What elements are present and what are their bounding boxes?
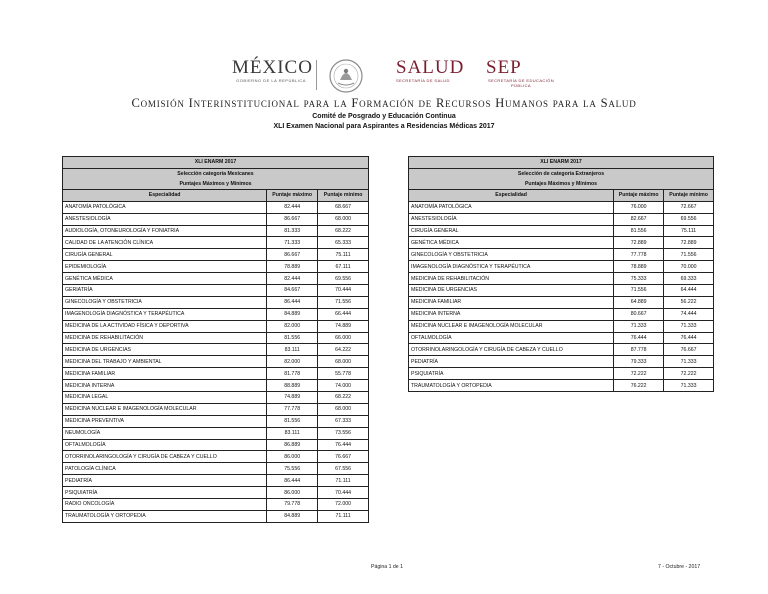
- especialidad-cell: PEDIATRÍA: [63, 475, 267, 487]
- puntaje-max-cell: 76.000: [614, 201, 664, 213]
- table-row: [63, 415, 369, 427]
- puntaje-max-cell: 84.667: [267, 285, 318, 297]
- puntaje-min-cell: 75.111: [318, 249, 369, 261]
- puntaje-max-cell: 78.889: [267, 261, 318, 273]
- puntaje-max-cell: 81.556: [614, 225, 664, 237]
- table-row: [409, 237, 714, 249]
- national-seal-icon: [326, 58, 366, 94]
- puntaje-min-cell: 72.222: [664, 368, 714, 380]
- logo-divider: [316, 60, 317, 90]
- table-title: XLI ENARM 2017: [63, 157, 369, 169]
- puntaje-min-cell: 68.000: [318, 403, 369, 415]
- especialidad-cell: MEDICINA FAMILIAR: [63, 368, 267, 380]
- logo-sep-subtext: SECRETARÍA DE EDUCACIÓN PÚBLICA: [487, 78, 555, 88]
- puntaje-max-cell: 79.333: [614, 356, 664, 368]
- puntaje-max-cell: 86.000: [267, 451, 318, 463]
- logo-mexico-text: MÉXICO: [232, 57, 313, 78]
- especialidad-cell: GINECOLOGÍA Y OBSTETRICIA: [63, 296, 267, 308]
- especialidad-cell: MEDICINA DE LA ACTIVIDAD FÍSICA Y DEPORTIVA: [63, 320, 267, 332]
- puntaje-min-cell: 56.222: [664, 296, 714, 308]
- puntaje-min-cell: 74.889: [318, 320, 369, 332]
- table-row: [409, 308, 714, 320]
- puntaje-max-cell: 84.889: [267, 510, 318, 522]
- table-row: [409, 344, 714, 356]
- especialidad-cell: PSIQUIATRÍA: [63, 487, 267, 499]
- puntaje-min-cell: 76.444: [664, 332, 714, 344]
- especialidad-cell: PATOLOGÍA CLÍNICA: [63, 463, 267, 475]
- table-row: [63, 487, 369, 499]
- puntaje-max-cell: 86.667: [267, 249, 318, 261]
- especialidad-cell: MEDICINA NUCLEAR E IMAGENOLOGÍA MOLECULAR: [409, 320, 614, 332]
- document-subtitle-exam: XLI Examen Nacional para Aspirantes a Residencias Médicas 2017: [273, 123, 495, 130]
- table-row: [63, 439, 369, 451]
- puntaje-min-cell: 68.000: [318, 356, 369, 368]
- especialidad-cell: MEDICINA DEL TRABAJO Y AMBIENTAL: [63, 356, 267, 368]
- table-row: [409, 249, 714, 261]
- table-row: [63, 261, 369, 273]
- table-row: [409, 261, 714, 273]
- puntaje-max-cell: 82.444: [267, 201, 318, 213]
- especialidad-cell: CIRUGÍA GENERAL: [63, 249, 267, 261]
- puntaje-min-cell: 71.111: [318, 475, 369, 487]
- puntaje-max-cell: 76.222: [614, 380, 664, 392]
- puntaje-max-cell: 83.111: [267, 427, 318, 439]
- logo-mexico-subtext: GOBIERNO DE LA REPÚBLICA: [236, 78, 306, 83]
- puntaje-max-cell: 76.444: [614, 332, 664, 344]
- table-row: [63, 296, 369, 308]
- especialidad-cell: TRAUMATOLOGÍA Y ORTOPEDIA: [63, 510, 267, 522]
- puntaje-min-cell: 64.444: [664, 285, 714, 297]
- especialidad-cell: RADIO ONCOLOGÍA: [63, 499, 267, 511]
- table-row: [63, 510, 369, 522]
- puntaje-min-cell: 72.667: [664, 201, 714, 213]
- especialidad-cell: CALIDAD DE LA ATENCIÓN CLÍNICA: [63, 237, 267, 249]
- table-row: [63, 332, 369, 344]
- salud-logo: [396, 58, 466, 83]
- table-row: [409, 380, 714, 392]
- especialidad-cell: GERIATRÍA: [63, 285, 267, 297]
- column-header-especialidad: Especialidad: [63, 189, 267, 201]
- puntaje-min-cell: 67.556: [318, 463, 369, 475]
- puntaje-max-cell: 87.778: [614, 344, 664, 356]
- especialidad-cell: PSIQUIATRÍA: [409, 368, 614, 380]
- especialidad-cell: IMAGENOLOGÍA DIAGNÓSTICA Y TERAPÉUTICA: [63, 308, 267, 320]
- column-header-min: Puntaje mínimo: [318, 189, 369, 201]
- puntaje-min-cell: 74.000: [318, 380, 369, 392]
- puntaje-max-cell: 75.333: [614, 273, 664, 285]
- table-row: [409, 225, 714, 237]
- puntaje-max-cell: 80.667: [614, 308, 664, 320]
- mexicanos-scores-table: [62, 156, 369, 523]
- puntaje-max-cell: 86.000: [267, 487, 318, 499]
- puntaje-min-cell: 70.000: [664, 261, 714, 273]
- especialidad-cell: MEDICINA PREVENTIVA: [63, 415, 267, 427]
- document-title: Comisión Interinstitucional para la Formación de Recursos Humanos para la Salud: [131, 96, 637, 110]
- puntaje-max-cell: 81.333: [267, 225, 318, 237]
- puntaje-min-cell: 68.222: [318, 225, 369, 237]
- puntaje-min-cell: 66.000: [318, 332, 369, 344]
- puntaje-min-cell: 76.444: [318, 439, 369, 451]
- table-title: XLI ENARM 2017: [409, 157, 714, 169]
- especialidad-cell: OFTALMOLOGÍA: [63, 439, 267, 451]
- especialidad-cell: ANATOMÍA PATOLÓGICA: [63, 201, 267, 213]
- puntaje-max-cell: 64.889: [614, 296, 664, 308]
- table-row: [63, 356, 369, 368]
- especialidad-cell: EPIDEMIOLOGÍA: [63, 261, 267, 273]
- table-row: [409, 332, 714, 344]
- table-row: [63, 380, 369, 392]
- puntaje-min-cell: 76.667: [318, 451, 369, 463]
- especialidad-cell: MEDICINA DE REHABILITACIÓN: [409, 273, 614, 285]
- puntaje-max-cell: 72.222: [614, 368, 664, 380]
- table-row: [63, 427, 369, 439]
- especialidad-cell: MEDICINA DE URGENCIAS: [63, 344, 267, 356]
- puntaje-min-cell: 71.556: [664, 249, 714, 261]
- especialidad-cell: MEDICINA NUCLEAR E IMAGENOLOGÍA MOLECULAR: [63, 403, 267, 415]
- column-header-max: Puntaje máximo: [614, 189, 664, 201]
- table-subtitle: Selección de categoría Extranjeros Puntajes Máximos y Mínimos: [409, 168, 714, 189]
- table-row: [63, 249, 369, 261]
- puntaje-min-cell: 69.333: [664, 273, 714, 285]
- puntaje-max-cell: 82.444: [267, 273, 318, 285]
- column-header-especialidad: Especialidad: [409, 189, 614, 201]
- puntaje-min-cell: 75.111: [664, 225, 714, 237]
- table-row: [409, 273, 714, 285]
- table-row: [63, 368, 369, 380]
- especialidad-cell: GINECOLOGÍA Y OBSTETRICIA: [409, 249, 614, 261]
- especialidad-cell: MEDICINA FAMILIAR: [409, 296, 614, 308]
- puntaje-min-cell: 72.889: [664, 237, 714, 249]
- puntaje-max-cell: 71.333: [267, 237, 318, 249]
- table-row: [409, 213, 714, 225]
- especialidad-cell: MEDICINA LEGAL: [63, 392, 267, 404]
- especialidad-cell: MEDICINA INTERNA: [63, 380, 267, 392]
- table-row: [63, 463, 369, 475]
- table-row: [409, 296, 714, 308]
- column-header-max: Puntaje máximo: [267, 189, 318, 201]
- puntaje-max-cell: 81.556: [267, 332, 318, 344]
- puntaje-max-cell: 84.889: [267, 308, 318, 320]
- especialidad-cell: AUDIOLOGÍA, OTONEUROLOGÍA Y FONIATRIA: [63, 225, 267, 237]
- especialidad-cell: MEDICINA DE URGENCIAS: [409, 285, 614, 297]
- table-row: [63, 320, 369, 332]
- column-header-min: Puntaje mínimo: [664, 189, 714, 201]
- puntaje-min-cell: 70.444: [318, 487, 369, 499]
- especialidad-cell: MEDICINA DE REHABILITACIÓN: [63, 332, 267, 344]
- puntaje-max-cell: 75.556: [267, 463, 318, 475]
- table-row: [63, 273, 369, 285]
- table-subtitle: Selección categoría Mexicanes Puntajes Máximos y Mínimos: [63, 168, 369, 189]
- puntaje-max-cell: 83.111: [267, 344, 318, 356]
- table-row: [63, 285, 369, 297]
- header-logos: [0, 58, 768, 92]
- especialidad-cell: ANESTESIOLOGÍA: [409, 213, 614, 225]
- puntaje-max-cell: 86.444: [267, 296, 318, 308]
- puntaje-min-cell: 71.111: [318, 510, 369, 522]
- table-row: [63, 308, 369, 320]
- puntaje-max-cell: 88.889: [267, 380, 318, 392]
- table-row: [63, 213, 369, 225]
- puntaje-min-cell: 64.222: [318, 344, 369, 356]
- puntaje-min-cell: 69.556: [664, 213, 714, 225]
- table-row: [63, 499, 369, 511]
- page-number: Página 1 de 1: [371, 564, 404, 570]
- puntaje-min-cell: 55.778: [318, 368, 369, 380]
- puntaje-min-cell: 69.556: [318, 273, 369, 285]
- logo-salud-text: SALUD: [396, 57, 465, 78]
- puntaje-min-cell: 72.000: [318, 499, 369, 511]
- table-row: [63, 201, 369, 213]
- puntaje-max-cell: 78.889: [614, 261, 664, 273]
- table-row: [63, 344, 369, 356]
- table-row: [63, 403, 369, 415]
- puntaje-max-cell: 71.333: [614, 320, 664, 332]
- especialidad-cell: MEDICINA INTERNA: [409, 308, 614, 320]
- gobierno-mexico-logo: [232, 57, 313, 83]
- sep-logo: [486, 58, 556, 88]
- puntaje-max-cell: 77.778: [614, 249, 664, 261]
- especialidad-cell: OFTALMOLOGÍA: [409, 332, 614, 344]
- especialidad-cell: GENÉTICA MÉDICA: [63, 273, 267, 285]
- especialidad-cell: OTORRINOLARINGOLOGÍA Y CIRUGÍA DE CABEZA Y CUELLO: [63, 451, 267, 463]
- table-row: [409, 368, 714, 380]
- puntaje-max-cell: 81.556: [267, 415, 318, 427]
- logo-sep-text: SEP: [486, 57, 522, 78]
- puntaje-max-cell: 71.556: [614, 285, 664, 297]
- puntaje-max-cell: 79.778: [267, 499, 318, 511]
- puntaje-min-cell: 66.444: [318, 308, 369, 320]
- especialidad-cell: ANESTESIOLOGÍA: [63, 213, 267, 225]
- document-date: 7 - Octubre - 2017: [658, 564, 701, 570]
- puntaje-min-cell: 68.000: [318, 213, 369, 225]
- table-row: [63, 451, 369, 463]
- puntaje-max-cell: 74.889: [267, 392, 318, 404]
- puntaje-max-cell: 86.667: [267, 213, 318, 225]
- puntaje-min-cell: 71.333: [664, 320, 714, 332]
- puntaje-min-cell: 65.333: [318, 237, 369, 249]
- table-row: [63, 475, 369, 487]
- table-row: [63, 237, 369, 249]
- especialidad-cell: ANATOMÍA PATOLÓGICA: [409, 201, 614, 213]
- puntaje-max-cell: 82.000: [267, 356, 318, 368]
- table-row: [409, 201, 714, 213]
- especialidad-cell: TRAUMATOLOGÍA Y ORTOPEDIA: [409, 380, 614, 392]
- table-row: [63, 225, 369, 237]
- especialidad-cell: GENÉTICA MÉDICA: [409, 237, 614, 249]
- especialidad-cell: OTORRINOLARINGOLOGÍA Y CIRUGÍA DE CABEZA Y CUELLO: [409, 344, 614, 356]
- puntaje-max-cell: 86.444: [267, 475, 318, 487]
- puntaje-min-cell: 71.333: [664, 380, 714, 392]
- table-row: [409, 285, 714, 297]
- puntaje-max-cell: 82.667: [614, 213, 664, 225]
- puntaje-min-cell: 70.444: [318, 285, 369, 297]
- extranjeros-scores-table: [408, 156, 714, 392]
- puntaje-min-cell: 76.667: [664, 344, 714, 356]
- puntaje-max-cell: 82.000: [267, 320, 318, 332]
- especialidad-cell: NEUMOLOGÍA: [63, 427, 267, 439]
- table-row: [409, 320, 714, 332]
- puntaje-min-cell: 71.556: [318, 296, 369, 308]
- puntaje-min-cell: 67.111: [318, 261, 369, 273]
- puntaje-min-cell: 73.556: [318, 427, 369, 439]
- logo-salud-subtext: SECRETARÍA DE SALUD: [396, 78, 450, 83]
- especialidad-cell: PEDIATRÍA: [409, 356, 614, 368]
- puntaje-min-cell: 74.444: [664, 308, 714, 320]
- document-subtitle-committee: Comité de Posgrado y Educación Continua: [312, 113, 456, 120]
- especialidad-cell: IMAGENOLOGÍA DIAGNÓSTICA Y TERAPÉUTICA: [409, 261, 614, 273]
- puntaje-max-cell: 81.778: [267, 368, 318, 380]
- puntaje-max-cell: 77.778: [267, 403, 318, 415]
- puntaje-min-cell: 68.667: [318, 201, 369, 213]
- puntaje-max-cell: 86.889: [267, 439, 318, 451]
- puntaje-min-cell: 67.333: [318, 415, 369, 427]
- puntaje-min-cell: 71.333: [664, 356, 714, 368]
- especialidad-cell: CIRUGÍA GENERAL: [409, 225, 614, 237]
- table-row: [409, 356, 714, 368]
- puntaje-max-cell: 72.889: [614, 237, 664, 249]
- table-row: [63, 392, 369, 404]
- puntaje-min-cell: 68.222: [318, 392, 369, 404]
